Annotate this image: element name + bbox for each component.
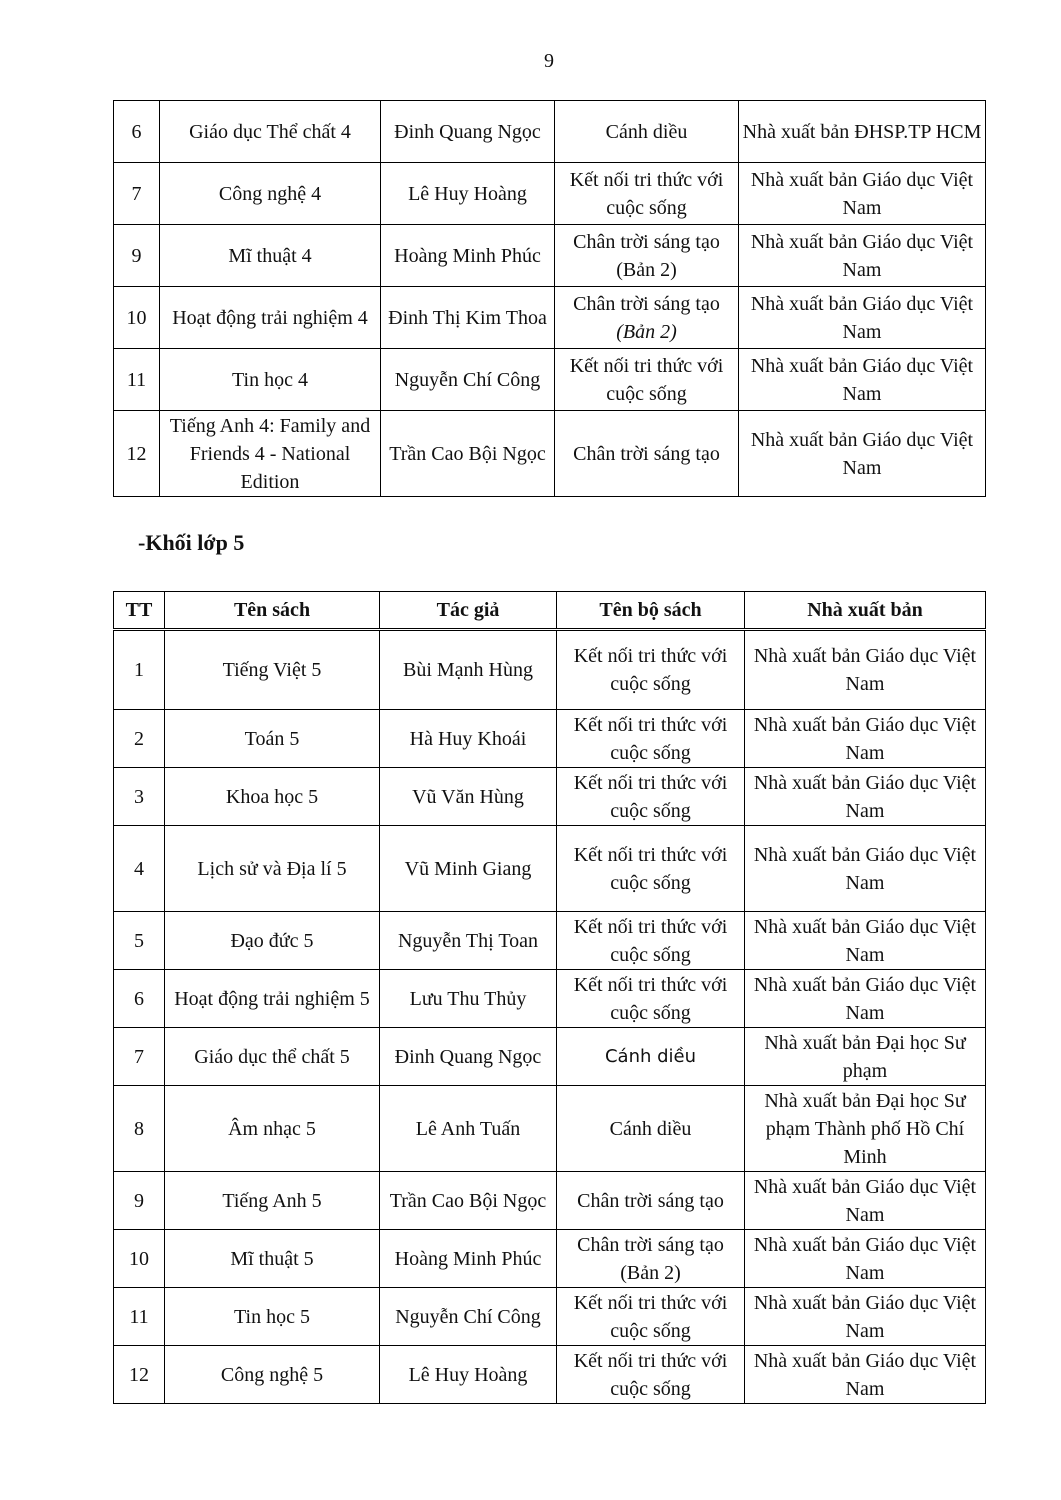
- cell-tac-gia: Trần Cao Bội Ngọc: [380, 1172, 557, 1230]
- cell-tac-gia: Đinh Quang Ngọc: [380, 1028, 557, 1086]
- table-header-row: [114, 592, 986, 630]
- cell-tt: 8: [114, 1086, 165, 1172]
- cell-ten-sach: Công nghệ 4: [160, 163, 381, 225]
- table-row: [114, 826, 986, 912]
- cell-nxb: Nhà xuất bản Giáo dục Việt Nam: [745, 970, 986, 1028]
- table-row: [114, 163, 986, 225]
- cell-nxb: Nhà xuất bản Đại học Sư phạm: [745, 1028, 986, 1086]
- cell-nxb: Nhà xuất bản Giáo dục Việt Nam: [745, 630, 986, 710]
- table-row: [114, 411, 986, 497]
- cell-tac-gia: Nguyễn Chí Công: [381, 349, 555, 411]
- cell-tt: 10: [114, 1230, 165, 1288]
- cell-tt: 11: [114, 349, 160, 411]
- cell-tt: 7: [114, 1028, 165, 1086]
- cell-tac-gia: Hà Huy Khoái: [380, 710, 557, 768]
- cell-bo-sach: Kết nối tri thức với cuộc sống: [555, 349, 739, 411]
- cell-bo-sach: Kết nối tri thức với cuộc sống: [555, 163, 739, 225]
- cell-nxb: Nhà xuất bản Giáo dục Việt Nam: [739, 163, 986, 225]
- cell-tt: 5: [114, 912, 165, 970]
- cell-nxb: Nhà xuất bản ĐHSP.TP HCM: [739, 101, 986, 163]
- table-row: [114, 1230, 986, 1288]
- cell-nxb: Nhà xuất bản Giáo dục Việt Nam: [745, 912, 986, 970]
- grade5-textbook-table: [113, 591, 986, 1404]
- cell-bo-sach: Kết nối tri thức với cuộc sống: [557, 970, 745, 1028]
- cell-bo-sach: Kết nối tri thức với cuộc sống: [557, 1288, 745, 1346]
- cell-tt: 10: [114, 287, 160, 349]
- cell-ten-sach: Lịch sử và Địa lí 5: [165, 826, 380, 912]
- cell-tt: 6: [114, 970, 165, 1028]
- header-tt: TT: [114, 592, 165, 630]
- cell-tac-gia: Lê Anh Tuấn: [380, 1086, 557, 1172]
- cell-ten-sach: Tiếng Việt 5: [165, 630, 380, 710]
- table-row: [114, 287, 986, 349]
- cell-nxb: Nhà xuất bản Đại học Sư phạm Thành phố Hồ Chí Minh: [745, 1086, 986, 1172]
- cell-tac-gia: Vũ Minh Giang: [380, 826, 557, 912]
- cell-ten-sach: Tiếng Anh 5: [165, 1172, 380, 1230]
- header-bo-sach: Tên bộ sách: [557, 592, 745, 630]
- cell-tac-gia: Nguyễn Thị Toan: [380, 912, 557, 970]
- cell-nxb: Nhà xuất bản Giáo dục Việt Nam: [745, 768, 986, 826]
- table-row: [114, 1086, 986, 1172]
- cell-bo-sach: Kết nối tri thức với cuộc sống: [557, 710, 745, 768]
- cell-nxb: Nhà xuất bản Giáo dục Việt Nam: [745, 1288, 986, 1346]
- table-row: [114, 768, 986, 826]
- grade4-textbook-table: [113, 100, 986, 497]
- cell-nxb: Nhà xuất bản Giáo dục Việt Nam: [739, 411, 986, 497]
- cell-bo-sach: Chân trời sáng tạo (Bản 2): [555, 225, 739, 287]
- cell-nxb: Nhà xuất bản Giáo dục Việt Nam: [745, 1346, 986, 1404]
- cell-ten-sach: Toán 5: [165, 710, 380, 768]
- header-tac-gia: Tác giả: [380, 592, 557, 630]
- cell-nxb: Nhà xuất bản Giáo dục Việt Nam: [745, 710, 986, 768]
- header-nxb: Nhà xuất bản: [745, 592, 986, 630]
- cell-tt: 7: [114, 163, 160, 225]
- cell-ten-sach: Khoa học 5: [165, 768, 380, 826]
- cell-bo-sach: Chân trời sáng tạo (Bản 2): [557, 1230, 745, 1288]
- cell-bo-sach: Kết nối tri thức với cuộc sống: [557, 912, 745, 970]
- table-row: [114, 349, 986, 411]
- table-row: [114, 970, 986, 1028]
- bo-sach-main: Chân trời sáng tạo: [573, 292, 720, 315]
- cell-tac-gia: Vũ Văn Hùng: [380, 768, 557, 826]
- cell-ten-sach: Hoạt động trải nghiệm 4: [160, 287, 381, 349]
- cell-bo-sach: Kết nối tri thức với cuộc sống: [557, 768, 745, 826]
- bo-sach-edition: (Bản 2): [616, 320, 677, 343]
- cell-bo-sach: Kết nối tri thức với cuộc sống: [557, 1346, 745, 1404]
- cell-nxb: Nhà xuất bản Giáo dục Việt Nam: [739, 225, 986, 287]
- cell-nxb: Nhà xuất bản Giáo dục Việt Nam: [739, 287, 986, 349]
- cell-bo-sach: Chân trời sáng tạo: [557, 1172, 745, 1230]
- cell-tt: 12: [114, 411, 160, 497]
- cell-tt: 3: [114, 768, 165, 826]
- cell-tac-gia: Hoàng Minh Phúc: [381, 225, 555, 287]
- cell-tt: 9: [114, 1172, 165, 1230]
- cell-bo-sach: Chân trời sáng tạo: [555, 411, 739, 497]
- page-number: 9: [544, 50, 554, 72]
- cell-tt: 6: [114, 101, 160, 163]
- section-heading-grade5: -Khối lớp 5: [138, 530, 245, 555]
- cell-ten-sach: Mĩ thuật 4: [160, 225, 381, 287]
- cell-bo-sach: Kết nối tri thức với cuộc sống: [557, 630, 745, 710]
- cell-ten-sach: Tin học 5: [165, 1288, 380, 1346]
- cell-tac-gia: Bùi Mạnh Hùng: [380, 630, 557, 710]
- cell-nxb: Nhà xuất bản Giáo dục Việt Nam: [745, 1230, 986, 1288]
- cell-tt: 2: [114, 710, 165, 768]
- cell-ten-sach: Tiếng Anh 4: Family and Friends 4 - National Edition: [160, 411, 381, 497]
- cell-tac-gia: Đinh Quang Ngọc: [381, 101, 555, 163]
- cell-tt: 12: [114, 1346, 165, 1404]
- table-row: [114, 1346, 986, 1404]
- cell-bo-sach: Cánh diều: [557, 1028, 745, 1086]
- table-row: [114, 630, 986, 710]
- cell-tt: 4: [114, 826, 165, 912]
- cell-tac-gia: Nguyễn Chí Công: [380, 1288, 557, 1346]
- cell-tac-gia: Trần Cao Bội Ngọc: [381, 411, 555, 497]
- table-row: [114, 710, 986, 768]
- cell-tt: 9: [114, 225, 160, 287]
- cell-nxb: Nhà xuất bản Giáo dục Việt Nam: [745, 826, 986, 912]
- cell-ten-sach: Giáo dục thể chất 5: [165, 1028, 380, 1086]
- table-row: [114, 1172, 986, 1230]
- cell-nxb: Nhà xuất bản Giáo dục Việt Nam: [739, 349, 986, 411]
- cell-nxb: Nhà xuất bản Giáo dục Việt Nam: [745, 1172, 986, 1230]
- cell-tac-gia: Lưu Thu Thủy: [380, 970, 557, 1028]
- cell-tac-gia: Hoàng Minh Phúc: [380, 1230, 557, 1288]
- cell-bo-sach: [555, 287, 739, 349]
- table-row: [114, 912, 986, 970]
- cell-tac-gia: Lê Huy Hoàng: [381, 163, 555, 225]
- cell-ten-sach: Mĩ thuật 5: [165, 1230, 380, 1288]
- cell-ten-sach: Giáo dục Thể chất 4: [160, 101, 381, 163]
- cell-tac-gia: Đinh Thị Kim Thoa: [381, 287, 555, 349]
- cell-bo-sach: Cánh diều: [555, 101, 739, 163]
- cell-tac-gia: Lê Huy Hoàng: [380, 1346, 557, 1404]
- cell-ten-sach: Âm nhạc 5: [165, 1086, 380, 1172]
- cell-ten-sach: Công nghệ 5: [165, 1346, 380, 1404]
- table-row: [114, 1028, 986, 1086]
- header-ten-sach: Tên sách: [165, 592, 380, 630]
- cell-bo-sach: Kết nối tri thức với cuộc sống: [557, 826, 745, 912]
- cell-tt: 11: [114, 1288, 165, 1346]
- table-row: [114, 1288, 986, 1346]
- cell-ten-sach: Đạo đức 5: [165, 912, 380, 970]
- cell-ten-sach: Hoạt động trải nghiệm 5: [165, 970, 380, 1028]
- cell-bo-sach: Cánh diều: [557, 1086, 745, 1172]
- table-row: [114, 101, 986, 163]
- table-row: [114, 225, 986, 287]
- cell-ten-sach: Tin học 4: [160, 349, 381, 411]
- cell-tt: 1: [114, 630, 165, 710]
